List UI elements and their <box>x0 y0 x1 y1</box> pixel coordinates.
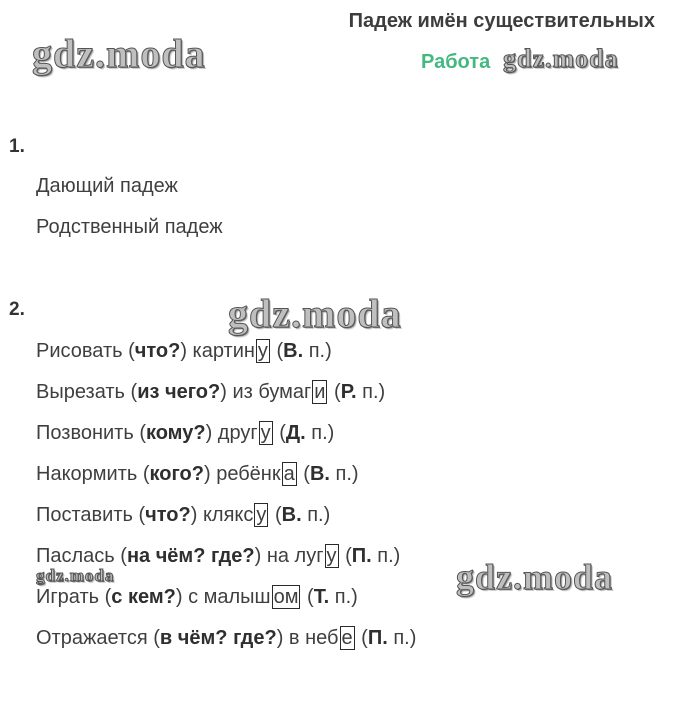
noun-ending-box: и <box>314 381 326 403</box>
noun-ending-box: у <box>257 340 268 362</box>
noun-ending-box: е <box>341 627 353 649</box>
case-abbreviation: В. <box>309 463 330 485</box>
page-title: Падеж имён существительных <box>348 10 655 32</box>
case-question: с кем? <box>111 586 176 608</box>
watermark-logo: gdz.moda <box>32 31 206 76</box>
case-suffix: п. <box>308 340 326 362</box>
case-abbreviation: Р. <box>340 381 357 403</box>
noun-stem: клякс <box>202 504 254 526</box>
task-2-number: 2. <box>9 299 25 320</box>
case-suffix: п. <box>362 381 379 403</box>
case-suffix: п. <box>335 463 352 485</box>
noun-ending-box: у <box>256 504 267 526</box>
watermark-logo: gdz.moda <box>228 291 402 336</box>
noun-stem: с малыш <box>188 586 271 608</box>
phrase-verb: Вырезать <box>36 381 125 403</box>
noun-stem: ребёнк <box>216 463 281 485</box>
case-abbreviation: Д. <box>285 422 306 444</box>
watermark-logo: gdz.moda <box>456 557 614 597</box>
noun-stem: картин <box>192 340 255 362</box>
phrase-line: Играть (с кем?) с малыш ом (Т. п.) <box>36 586 358 608</box>
case-suffix: п. <box>393 627 410 649</box>
phrase-line: Вырезать (из чего?) из бумаг и (Р. п.) <box>36 381 386 403</box>
case-question: что? <box>134 340 181 362</box>
phrase-line: Поставить (что?) клякс у (В. п.) <box>36 504 331 526</box>
phrase-line: Накормить (кого?) ребёнк а (В. п.) <box>36 463 359 485</box>
phrase-line: Позвонить (кому?) друг у (Д. п.) <box>36 422 335 444</box>
phrase-verb: Играть <box>36 586 100 608</box>
phrase-line: Рисовать (что?) картин у (В. п.) <box>36 340 332 362</box>
phrase-line: Паслась (на чём? где?) на луг у (П. п.) <box>36 545 401 567</box>
case-abbreviation: Т. <box>313 586 330 608</box>
phrase-line: Отражается (в чём? где?) в неб е (П. п.) <box>36 627 417 649</box>
phrase-verb: Паслась <box>36 545 115 567</box>
case-question: на чём? где? <box>126 545 255 567</box>
noun-ending-box: а <box>283 463 295 485</box>
case-suffix: п. <box>311 422 328 444</box>
case-abbreviation: П. <box>367 627 388 649</box>
noun-ending-box: у <box>260 422 271 444</box>
case-question: из чего? <box>137 381 221 403</box>
noun-stem: из бумаг <box>232 381 312 403</box>
noun-stem: в неб <box>288 627 339 649</box>
case-suffix: п. <box>377 545 394 567</box>
noun-stem: на луг <box>266 545 324 567</box>
task-1-number: 1. <box>9 136 25 157</box>
task-1-answer: Дающий падеж <box>36 175 178 197</box>
case-question: что? <box>145 504 191 526</box>
task-1-answer: Родственный падеж <box>36 216 223 238</box>
phrase-verb: Рисовать <box>36 340 123 362</box>
noun-ending-box: у <box>326 545 337 567</box>
noun-stem: друг <box>217 422 258 444</box>
watermark-logo: gdz.moda <box>36 566 115 585</box>
case-abbreviation: В. <box>283 340 304 362</box>
case-abbreviation: В. <box>281 504 302 526</box>
case-question: кому? <box>145 422 206 444</box>
phrase-verb: Позвонить <box>36 422 134 444</box>
work-label: Работа <box>421 51 491 73</box>
case-abbreviation: П. <box>351 545 372 567</box>
case-question: в чём? где? <box>159 627 277 649</box>
phrase-verb: Поставить <box>36 504 133 526</box>
phrase-verb: Накормить <box>36 463 138 485</box>
phrase-verb: Отражается <box>36 627 148 649</box>
case-suffix: п. <box>307 504 324 526</box>
noun-ending-box: ом <box>273 586 299 608</box>
case-question: кого? <box>149 463 204 485</box>
watermark-logo: gdz.moda <box>503 44 619 73</box>
case-suffix: п. <box>334 586 352 608</box>
